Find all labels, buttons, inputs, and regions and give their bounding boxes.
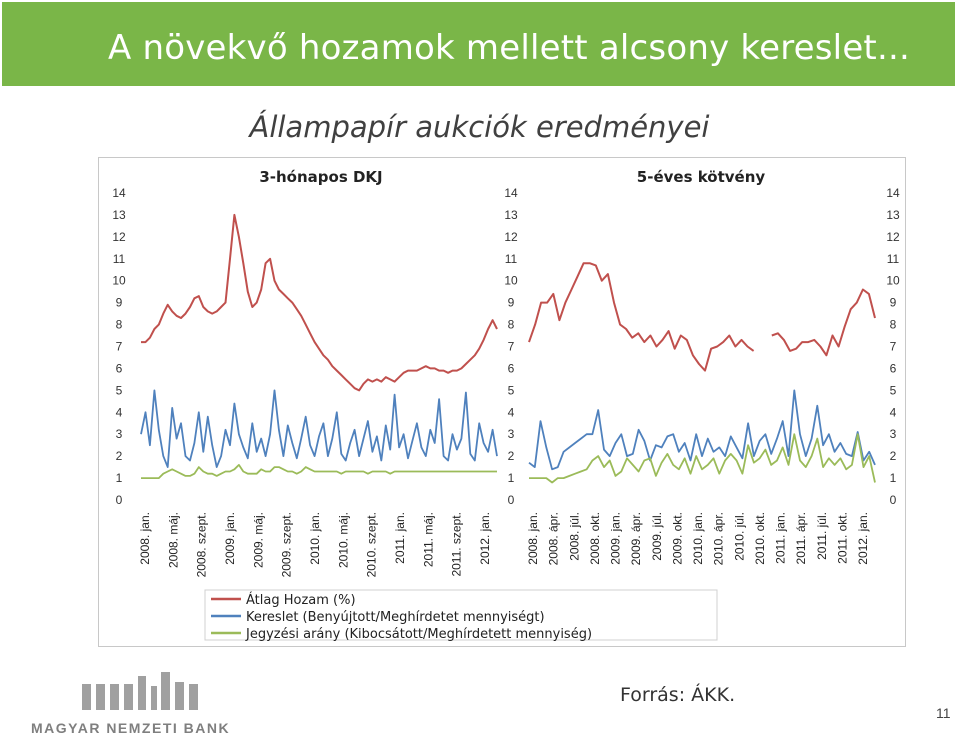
y-axis-middle-tick: 11 <box>504 251 518 266</box>
y-axis-right-tick: 13 <box>886 207 900 222</box>
y-axis-left-tick: 0 <box>115 493 123 507</box>
x-tick-label: 2010. jan. <box>308 512 322 565</box>
y-axis-right-tick: 14 <box>886 186 900 200</box>
y-axis-right-tick: 12 <box>886 229 900 244</box>
y-axis-right-tick: 5 <box>889 383 897 398</box>
y-axis-middle-tick: 9 <box>507 295 515 310</box>
y-axis-middle-tick: 13 <box>504 207 518 222</box>
x-tick-label: 2011. szept. <box>449 512 464 577</box>
x-tick-label: 2011. jan. <box>393 512 407 564</box>
y-axis-middle-tick: 5 <box>507 383 515 398</box>
series-line-accept <box>141 465 497 478</box>
y-axis-right-tick: 1 <box>889 471 897 486</box>
x-tick-label: 2008. jan. <box>526 512 540 565</box>
x-tick-label: 2009. okt. <box>670 512 685 565</box>
page-title: A növekvő hozamok mellett alcsony kereslet... <box>108 28 910 68</box>
y-axis-left-tick: 6 <box>115 361 123 376</box>
y-axis-middle-tick: 6 <box>507 361 515 376</box>
page-number: 11 <box>936 705 951 721</box>
series-line-yield <box>529 263 754 370</box>
legend-label: Átlag Hozam (%) <box>246 593 356 608</box>
x-tick-label: 2010. okt. <box>752 512 767 565</box>
mnb-bars-logo-icon <box>30 670 260 720</box>
y-axis-right-tick: 9 <box>889 295 897 310</box>
legend-label: Jegyzési arány (Kibocsátott/Meghírdetett mennyiség) <box>246 627 593 642</box>
y-axis-right-tick: 0 <box>889 493 897 507</box>
y-axis-left-tick: 13 <box>112 207 126 222</box>
x-tick-label: 2009. máj. <box>251 511 266 569</box>
x-tick-label: 2011. máj. <box>421 511 436 568</box>
source-note: Forrás: ÁKK. <box>620 684 736 706</box>
y-axis-right-tick: 7 <box>889 339 897 354</box>
y-axis-middle-tick: 10 <box>504 273 518 288</box>
x-tick-label: 2008. jan. <box>138 512 152 565</box>
series-line-yield <box>772 290 875 356</box>
y-axis-middle-tick: 2 <box>507 449 515 464</box>
y-axis-left-tick: 5 <box>115 383 123 398</box>
y-axis-left-tick: 4 <box>115 405 123 420</box>
y-axis-right-tick: 2 <box>889 449 897 464</box>
x-tick-label: 2011. júl. <box>814 512 829 560</box>
x-tick-label: 2009. jan. <box>223 512 237 565</box>
x-tick-label: 2011. okt. <box>835 512 850 564</box>
y-axis-left-tick: 12 <box>112 229 126 244</box>
y-axis-middle-tick: 14 <box>504 186 518 200</box>
x-tick-label: 2010. júl. <box>732 512 747 561</box>
y-axis-middle-tick: 7 <box>507 339 515 354</box>
x-tick-label: 2009. jan. <box>608 512 623 565</box>
x-tick-label: 2009. júl. <box>649 512 664 561</box>
y-axis-middle-tick: 12 <box>504 229 518 244</box>
x-tick-label: 2008. ápr. <box>546 511 561 566</box>
y-axis-left-tick: 10 <box>112 273 126 288</box>
chart-container <box>98 157 906 647</box>
y-axis-middle-tick: 0 <box>507 493 515 507</box>
y-axis-left-tick: 11 <box>112 251 126 266</box>
x-tick-label: 2008. szept. <box>194 512 209 578</box>
y-axis-right-tick: 10 <box>886 273 900 288</box>
series-line-yield <box>141 215 497 391</box>
series-line-demand <box>141 390 497 467</box>
y-axis-middle-tick: 4 <box>507 405 515 420</box>
x-tick-label: 2008. máj. <box>166 511 181 569</box>
x-tick-label: 2008. júl. <box>567 512 582 561</box>
y-axis-middle-tick: 3 <box>507 427 515 442</box>
y-axis-left-tick: 7 <box>115 339 123 354</box>
y-axis-right-tick: 8 <box>889 317 897 332</box>
chart-subtitle: Állampapír aukciók eredményei <box>249 110 710 144</box>
y-axis-middle-tick: 8 <box>507 317 515 332</box>
series-line-demand <box>529 390 875 469</box>
y-axis-right-tick: 6 <box>889 361 897 376</box>
y-axis-left-tick: 8 <box>115 317 123 332</box>
x-tick-label: 2010. máj. <box>336 511 351 569</box>
y-axis-left-tick: 3 <box>115 427 123 442</box>
y-axis-left-tick: 9 <box>115 295 123 310</box>
logo-text: MAGYAR NEMZETI BANK <box>31 720 231 736</box>
x-tick-label: 2009. szept. <box>279 512 294 578</box>
x-tick-label: 2010. jan. <box>691 512 705 565</box>
panel-title: 3-hónapos DKJ <box>259 168 383 186</box>
y-axis-middle-tick: 1 <box>507 471 515 486</box>
y-axis-left-tick: 1 <box>115 471 123 486</box>
x-tick-label: 2011. ápr. <box>794 511 809 565</box>
header-bar <box>2 2 955 86</box>
legend-label: Kereslet (Benyújtott/Meghírdetet mennyiségt) <box>246 610 545 625</box>
x-tick-label: 2010. szept. <box>364 512 379 578</box>
y-axis-right-tick: 3 <box>889 427 897 442</box>
x-tick-label: 2010. ápr. <box>711 511 726 566</box>
x-tick-label: 2012. jan. <box>478 512 492 565</box>
x-tick-label: 2009. ápr. <box>629 511 644 566</box>
chart-svg <box>99 158 905 646</box>
y-axis-left-tick: 2 <box>115 449 123 464</box>
x-tick-label: 2008. okt. <box>587 512 602 565</box>
x-tick-label: 2011. jan. <box>773 512 788 564</box>
y-axis-right-tick: 11 <box>886 251 900 266</box>
panel-title: 5-éves kötvény <box>636 168 766 186</box>
y-axis-left-tick: 14 <box>112 186 126 200</box>
x-tick-label: 2012. jan. <box>856 512 870 565</box>
y-axis-right-tick: 4 <box>889 405 897 420</box>
